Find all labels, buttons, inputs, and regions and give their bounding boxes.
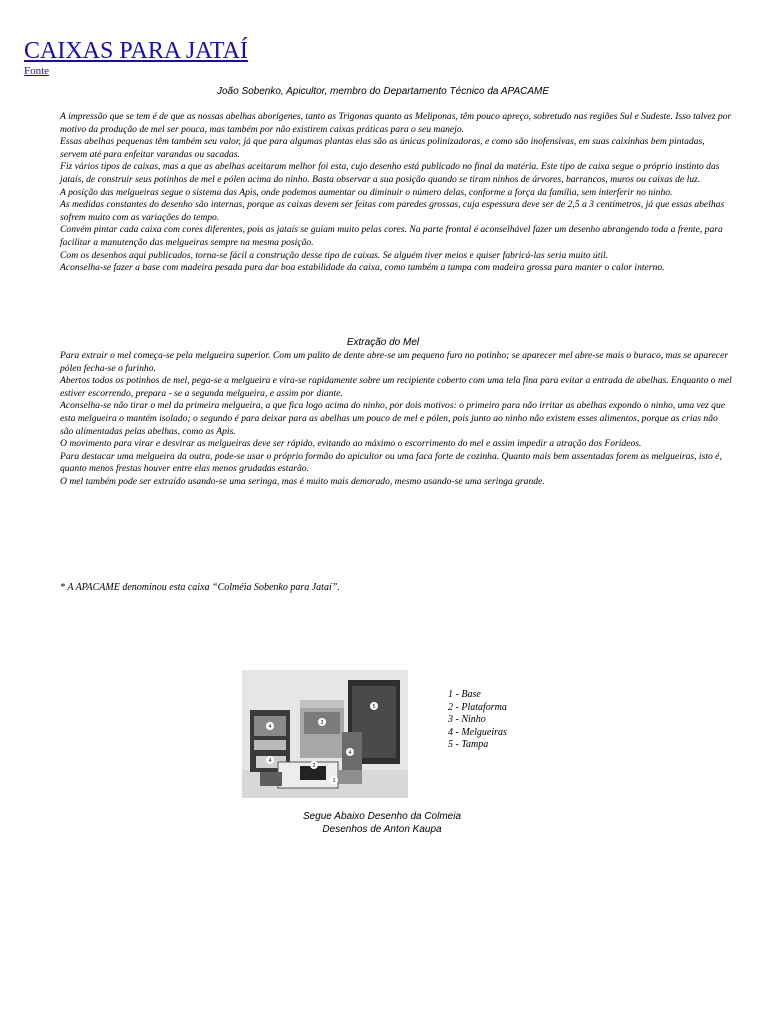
intro-text bbox=[60, 111, 732, 275]
marker-label: 2 bbox=[312, 763, 316, 769]
extraction-paragraph: Aconselha-se não tirar o mel da primeira melgueira, a que fica logo acima do ninho, por dois motivos: o primeiro para não irritar as abelhas expondo o ninho, uma vez que esta melgueira o mantém isolado; o segundo é para deixar para as abelhas um pouco de mel e pólen, pois junto ao ninho não existem esses alimentos, porque as crias não são alimentadas pelas abelhas, como as Apis. bbox=[60, 400, 726, 437]
source-link[interactable]: Fonte bbox=[24, 65, 50, 77]
intro-paragraph: Com os desenhos aqui publicados, torna-se fácil a construção desse tipo de caixas. Se alguém tiver meios e quiser fabricá-las seria muito útil. bbox=[60, 249, 609, 261]
author-byline: João Sobenko, Apicultor, membro do Departamento Técnico da APACAME bbox=[216, 86, 550, 97]
figure-credit: Desenhos de Anton Kaupa bbox=[322, 824, 442, 835]
extraction-paragraph: O mel também pode ser extraído usando-se uma seringa, mas é muito mais demorado, mesmo usando-se uma seringa grande. bbox=[60, 475, 545, 487]
intro-paragraph: A impressão que se tem é de que as nossas abelhas aborígenes, tanto as Trigonas quanto as Meliponas, têm pouco apreço, sobretudo nas regiões Sul e Sudeste. Isso talvez por motivo da produção de mel ser pouca, mas também por não existirem caixas práticas para o seu manejo. bbox=[60, 111, 732, 135]
extraction-text bbox=[60, 350, 732, 489]
extraction-paragraph: Para extrair o mel começa-se pela melgueira superior. Com um palito de dente abre-se um pequeno furo no potinho; se aparecer mel abre-se mais o buraco, mas se aparecer pólen fecha-se o furinho. bbox=[60, 350, 729, 374]
marker-label: 4 bbox=[268, 758, 272, 764]
intro-paragraph: Essas abelhas pequenas têm também seu valor, já que para algumas plantas elas são as únicas polinizadoras, e como são inofensivas, em suas caixinhas bem pintadas, servem até para enfeitar varandas ou sacadas. bbox=[60, 136, 705, 160]
intro-paragraph: Fiz vários tipos de caixas, mas a que as abelhas aceitaram melhor foi esta, cujo desenho está publicado no final da matéria. Este tipo de caixa segue o próprio instinto das jataís, de construir seus potinhos de mel e pólen acima do ninho. Basta observar a sua posição quando se tiram ninhos de árvores, barrancos, muros ou caixas de luz. bbox=[60, 161, 720, 185]
legend-item: 2 - Plataforma bbox=[448, 701, 507, 713]
page-title-link[interactable]: CAIXAS PARA JATAÍ bbox=[24, 38, 248, 64]
legend-item: 4 - Melgueiras bbox=[448, 726, 507, 738]
legend-item: 5 - Tampa bbox=[448, 739, 489, 751]
intro-paragraph: A posição das melgueiras segue o sistema das Apis, onde podemos aumentar ou diminuir o número delas, conforme a força da família, sem interferir no ninho. bbox=[60, 186, 673, 198]
figure-legend bbox=[448, 689, 518, 752]
marker-label: 5 bbox=[372, 704, 376, 710]
hive-photo-illustration bbox=[242, 670, 408, 798]
figure-caption: Segue Abaixo Desenho da Colmeia bbox=[302, 811, 462, 822]
legend-item: 1 - Base bbox=[448, 689, 481, 700]
extraction-paragraph: Abertos todos os potinhos de mel, pega-se a melgueira e vira-se rapidamente sobre um recipiente coberto com uma tela fina para evitar a entrada de abelhas. Enquanto o mel estiver escorrendo, prepara - se a segunda melgueira, e assim por diante. bbox=[60, 375, 732, 399]
marker-label: 4 bbox=[348, 750, 352, 756]
marker-label: 1 bbox=[332, 778, 336, 784]
intro-paragraph: As medidas constantes do desenho são internas, porque as caixas devem ser feitas com paredes grossas, cuja espessura deve ser de 2,5 a 3 centímetros, já que essas abelhas sofrem muito com as variações do tempo. bbox=[60, 199, 725, 223]
intro-paragraph: Aconselha-se fazer a base com madeira pesada para dar boa estabilidade da caixa, como também a tampa com madeira grossa para manter o calor interno. bbox=[60, 262, 665, 274]
footnote: * A APACAME denominou esta caixa “Colméia Sobenko para Jataí”. bbox=[60, 582, 340, 593]
extraction-paragraph: O movimento para virar e desvirar as melgueiras deve ser rápido, evitando ao máximo o escorrimento do mel e assim impedir a atração dos Forídeos. bbox=[60, 438, 642, 450]
legend-item: 3 - Ninho bbox=[448, 714, 486, 726]
intro-paragraph: Convém pintar cada caixa com cores diferentes, pois as jataís se guiam muito pelas cores. Na parte frontal é aconselhável fazer um desenho abrangendo toda a frente, para facilitar a manutenção das melgueiras sempre na mesma posição. bbox=[60, 224, 723, 248]
hive-photo bbox=[242, 670, 408, 798]
extraction-paragraph: Para destacar uma melgueira da outra, pode-se usar o próprio formão do apicultor ou uma faca forte de cozinha. Quanto mais bem assentadas forem as melgueiras, isto é, quanto menos frestas houver entre elas menos grudadas estarão. bbox=[60, 450, 722, 475]
section-title-extracao: Extração do Mel bbox=[346, 337, 420, 348]
marker-label: 3 bbox=[320, 720, 324, 726]
marker-label: 4 bbox=[268, 724, 272, 730]
